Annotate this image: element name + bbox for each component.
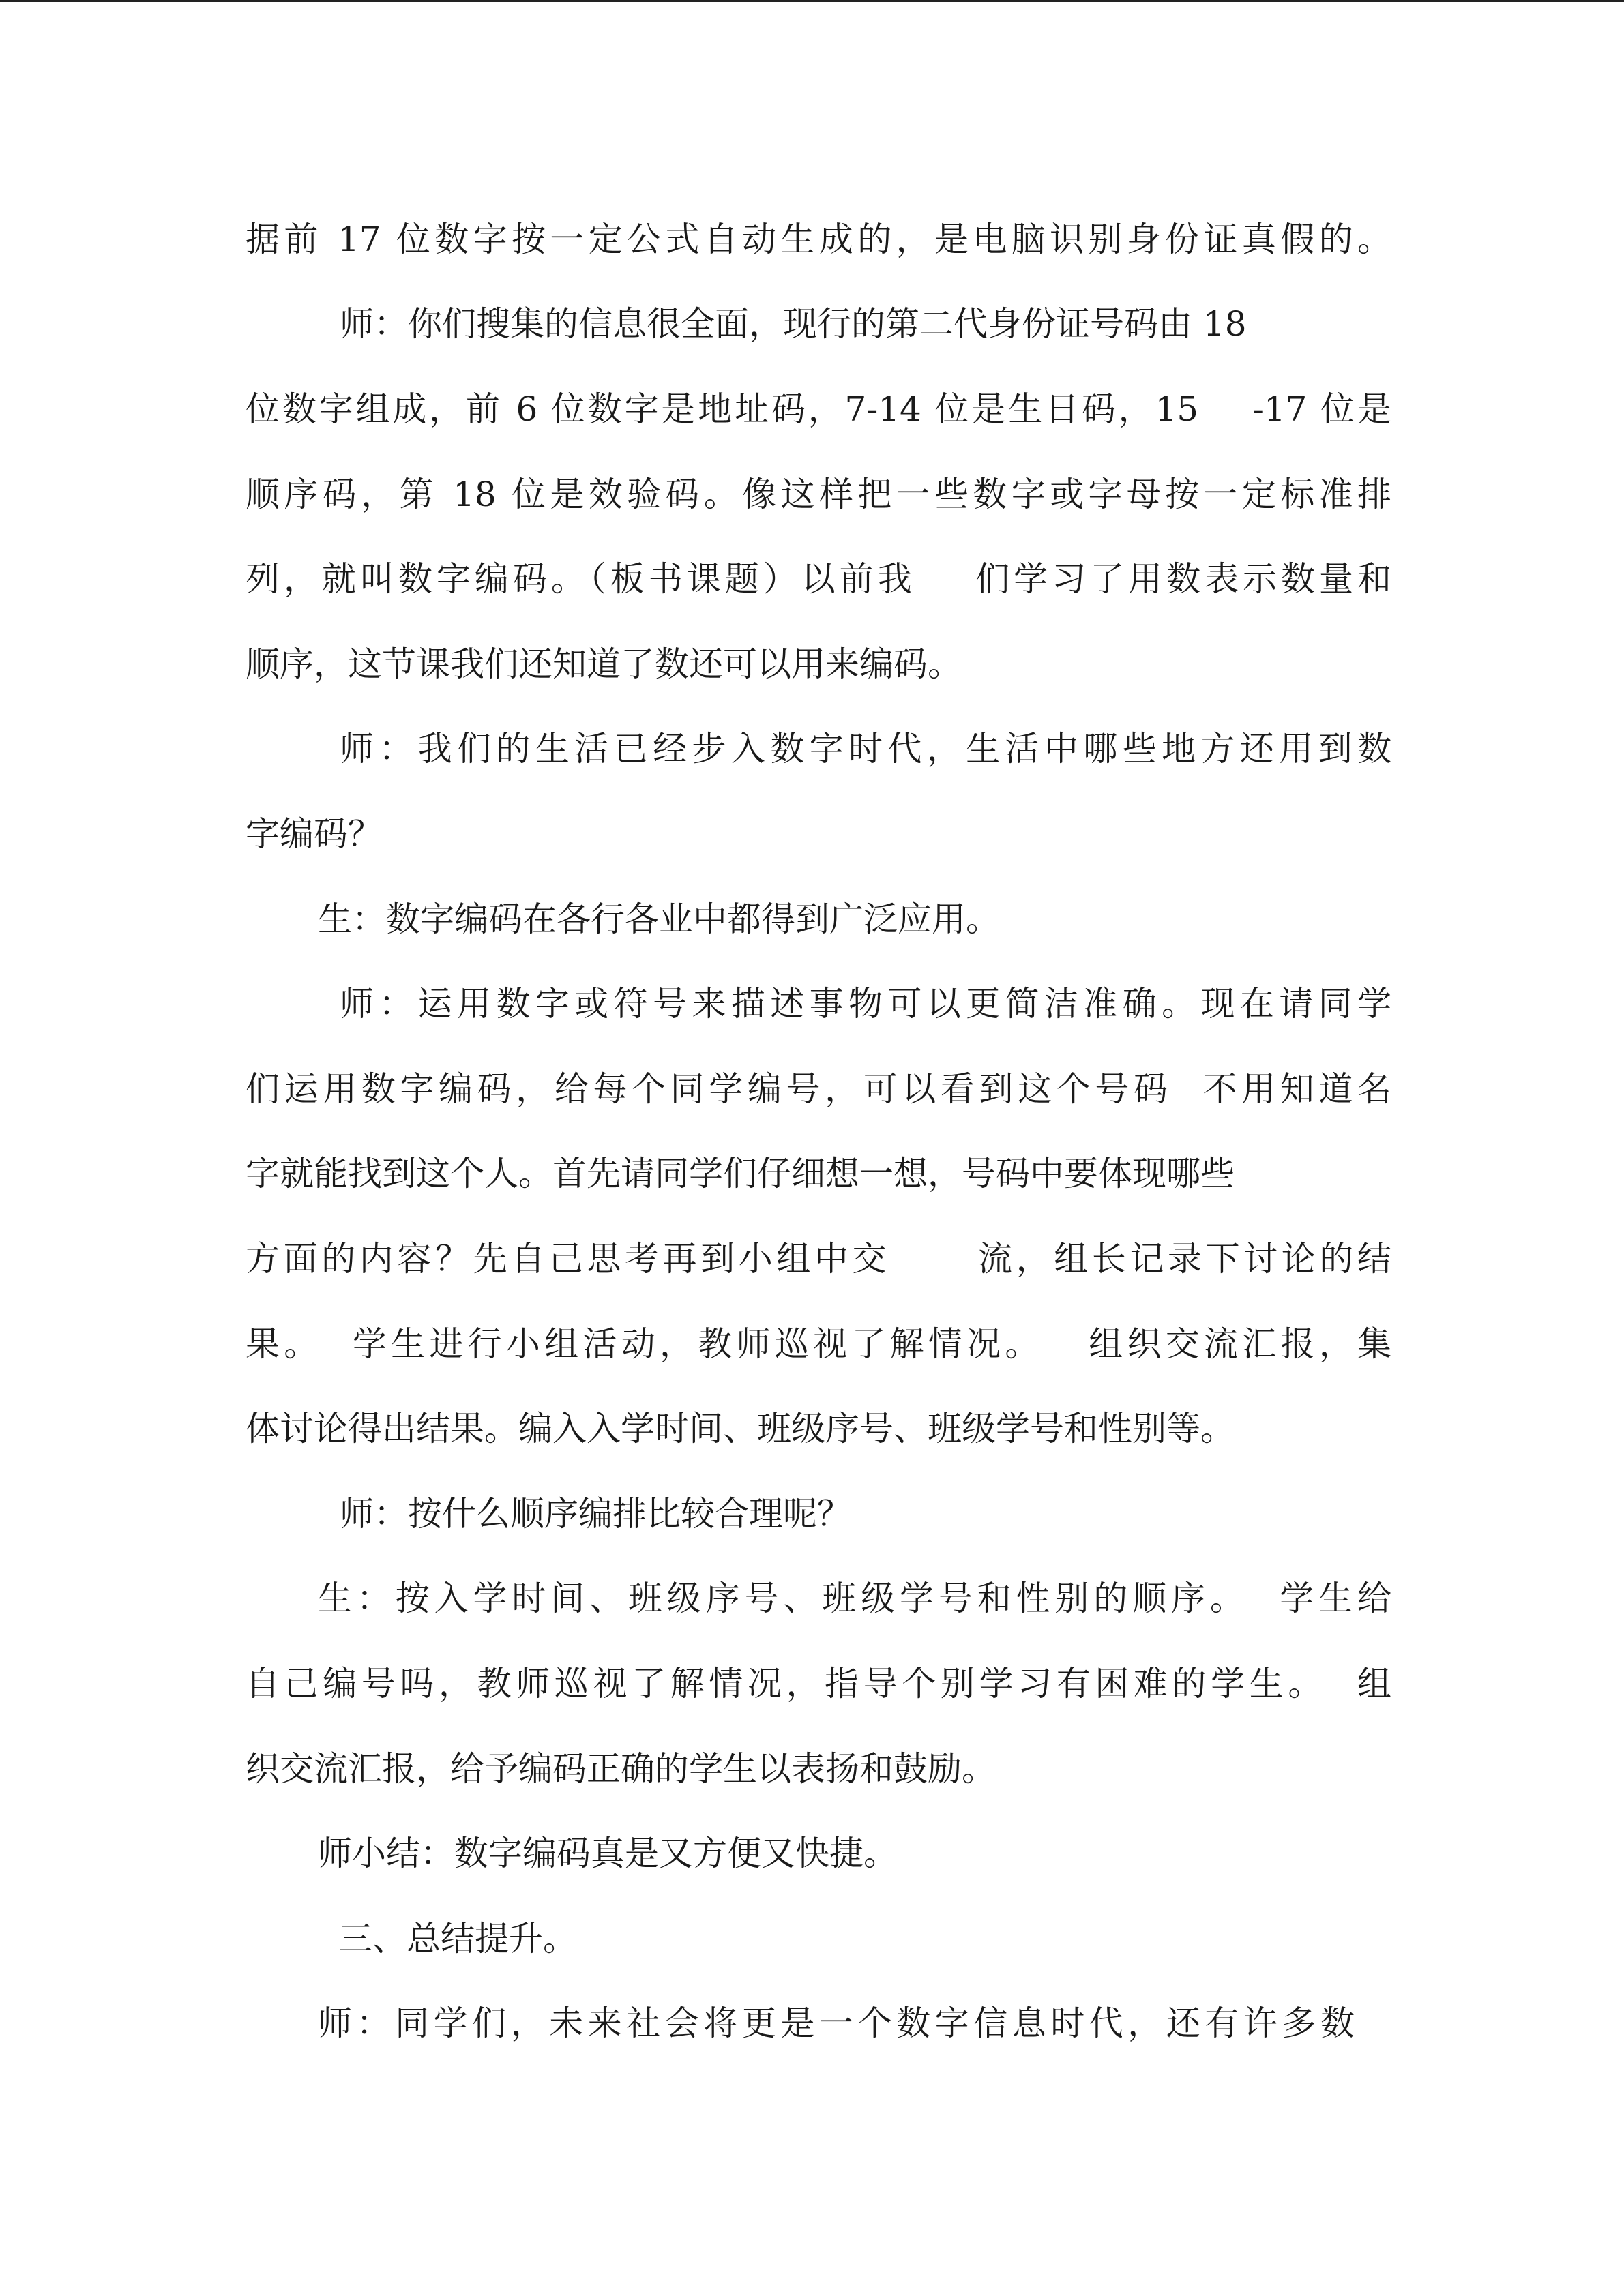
text-line: 顺序码，第 18 位是效验码。像这样把一些数字或字母按一定标准排 (246, 475, 1391, 514)
text-line: 位数字组成，前 6 位数字是地址码，7-14 位是生日码，15 -17 位是 (246, 389, 1391, 429)
text-line: 顺序，这节课我们还知道了数还可以用来编码。 (246, 644, 962, 684)
text-line: 体讨论得出结果。编入入学时间、班级序号、班级学号和性别等。 (246, 1409, 1235, 1448)
text-line: 字就能找到这个人。首先请同学们仔细想一想，号码中要体现哪些 (246, 1154, 1235, 1193)
text-line: 自己编号吗，教师巡视了解情况，指导个别学习有困难的学生。 组 (246, 1664, 1391, 1703)
text-line: 师：你们搜集的信息很全面，现行的第二代身份证号码由 18 (340, 304, 1247, 344)
text-line: 师：按什么顺序编排比较合理呢？ (340, 1494, 851, 1534)
text-line: 果。 学生进行小组活动，教师巡视了解情况。 组织交流汇报，集 (246, 1324, 1391, 1364)
text-line: 织交流汇报，给予编码正确的学生以表扬和鼓励。 (246, 1749, 996, 1789)
text-line: 列，就叫数字编码。（板书课题）以前我 们学习了用数表示数量和 (246, 559, 1391, 599)
text-line: 们运用数字编码，给每个同学编号，可以看到这个号码 不用知道名 (246, 1069, 1391, 1109)
text-line: 师：同学们，未来社会将更是一个数字信息时代，还有许多数 (318, 2003, 1355, 2043)
text-line: 生：按入学时间、班级序号、班级学号和性别的顺序。 学生给 (318, 1579, 1391, 1618)
text-line: 方面的内容？先自己思考再到小组中交 流，组长记录下讨论的结 (246, 1239, 1391, 1279)
text-line: 字编码？ (246, 814, 382, 854)
text-line: 师：我们的生活已经步入数字时代，生活中哪些地方还用到数 (340, 729, 1391, 769)
text-line: 师小结：数字编码真是又方便又快捷。 (318, 1834, 898, 1873)
text-line: 师：运用数字或符号来描述事物可以更简洁准确。现在请同学 (340, 984, 1391, 1024)
section-heading: 三、总结提升。 (338, 1919, 577, 1958)
text-line: 生：数字编码在各行各业中都得到广泛应用。 (318, 899, 1000, 939)
text-line: 据前 17 位数字按一定公式自动生成的，是电脑识别身份证真假的。 (246, 220, 1391, 259)
